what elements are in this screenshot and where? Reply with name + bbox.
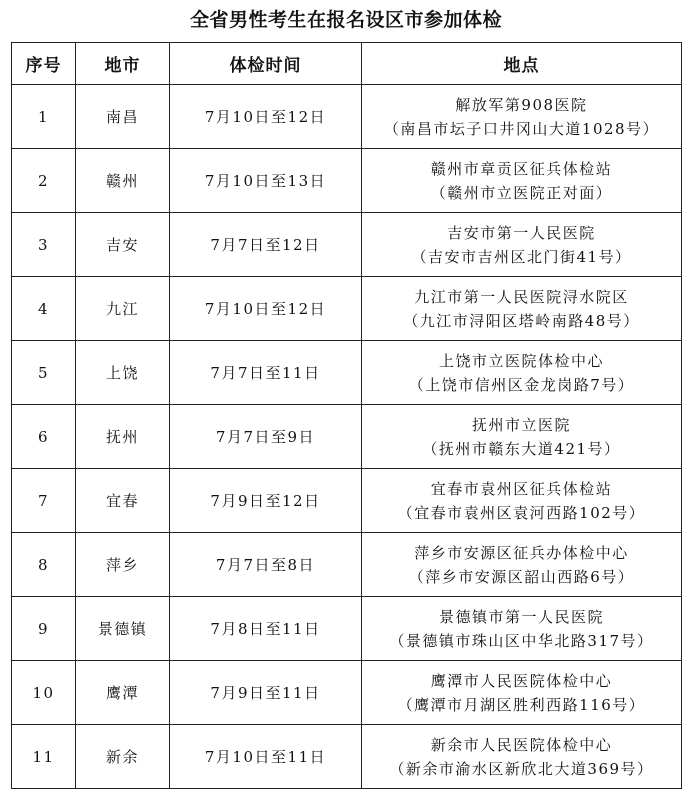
cell-city: 宜春 [76,469,170,533]
location-name: 新余市人民医院体检中心 [430,735,613,754]
location-name: 解放军第908医院 [455,95,588,114]
table-row [12,725,682,789]
location-name: 赣州市章贡区征兵体检站 [430,159,613,178]
location-address: （景德镇市珠山区中华北路317号） [389,631,654,650]
cell-exam-time: 7月7日至9日 [170,405,362,469]
cell-exam-time: 7月10日至12日 [170,277,362,341]
table-row [12,661,682,725]
cell-city: 抚州 [76,405,170,469]
location-address: （九江市浔阳区塔岭南路48号） [403,311,640,330]
cell-serial-number: 11 [12,725,76,789]
location-address: （宜春市袁州区袁河西路102号） [397,503,646,522]
location-address: （鹰潭市月湖区胜利西路116号） [397,695,646,714]
location-name: 吉安市第一人民医院 [447,223,596,242]
header-city: 地市 [76,43,170,85]
cell-location [362,469,682,533]
exam-schedule-table [11,42,682,789]
cell-serial-number: 5 [12,341,76,405]
table-row [12,277,682,341]
cell-location [362,213,682,277]
table-row [12,85,682,149]
location-name: 抚州市立医院 [471,415,571,434]
cell-serial-number: 8 [12,533,76,597]
cell-city: 景德镇 [76,597,170,661]
location-address: （吉安市吉州区北门街41号） [411,247,632,266]
location-name: 上饶市立医院体检中心 [438,351,604,370]
location-name: 萍乡市安源区征兵办体检中心 [414,543,629,562]
cell-serial-number: 1 [12,85,76,149]
cell-serial-number: 10 [12,661,76,725]
cell-exam-time: 7月7日至12日 [170,213,362,277]
cell-exam-time: 7月7日至11日 [170,341,362,405]
location-address: （萍乡市安源区韶山西路6号） [408,567,635,586]
cell-location [362,405,682,469]
table-row [12,149,682,213]
table-row [12,469,682,533]
table-row [12,405,682,469]
cell-exam-time: 7月7日至8日 [170,533,362,597]
cell-exam-time: 7月8日至11日 [170,597,362,661]
cell-serial-number: 6 [12,405,76,469]
location-address: （新余市渝水区新欣北大道369号） [389,759,654,778]
table-row [12,213,682,277]
header-location: 地点 [362,43,682,85]
page-title: 全省男性考生在报名设区市参加体检 [189,9,502,31]
location-name: 宜春市袁州区征兵体检站 [430,479,613,498]
cell-exam-time: 7月10日至12日 [170,85,362,149]
location-name: 景德镇市第一人民医院 [438,607,604,626]
cell-location [362,277,682,341]
location-name: 鹰潭市人民医院体检中心 [430,671,613,690]
location-address: （南昌市坛子口井冈山大道1028号） [383,119,660,138]
cell-location [362,85,682,149]
cell-city: 南昌 [76,85,170,149]
cell-serial-number: 3 [12,213,76,277]
table-row [12,533,682,597]
cell-location [362,341,682,405]
cell-location [362,533,682,597]
cell-city: 萍乡 [76,533,170,597]
cell-exam-time: 7月10日至13日 [170,149,362,213]
table-row [12,597,682,661]
cell-serial-number: 4 [12,277,76,341]
header-exam-time: 体检时间 [170,43,362,85]
cell-location [362,725,682,789]
cell-serial-number: 9 [12,597,76,661]
cell-city: 吉安 [76,213,170,277]
cell-location [362,661,682,725]
cell-city: 赣州 [76,149,170,213]
cell-serial-number: 7 [12,469,76,533]
cell-city: 新余 [76,725,170,789]
cell-location [362,597,682,661]
header-serial-number: 序号 [12,43,76,85]
table-row [12,341,682,405]
cell-serial-number: 2 [12,149,76,213]
cell-city: 上饶 [76,341,170,405]
cell-exam-time: 7月9日至12日 [170,469,362,533]
cell-city: 鹰潭 [76,661,170,725]
cell-exam-time: 7月9日至11日 [170,661,362,725]
cell-location [362,149,682,213]
location-address: （赣州市立医院正对面） [430,183,613,202]
cell-city: 九江 [76,277,170,341]
table-header-row [12,43,682,85]
location-address: （上饶市信州区金龙岗路7号） [408,375,635,394]
location-address: （抚州市赣东大道421号） [422,439,621,458]
cell-exam-time: 7月10日至11日 [170,725,362,789]
location-name: 九江市第一人民医院浔水院区 [414,287,629,306]
